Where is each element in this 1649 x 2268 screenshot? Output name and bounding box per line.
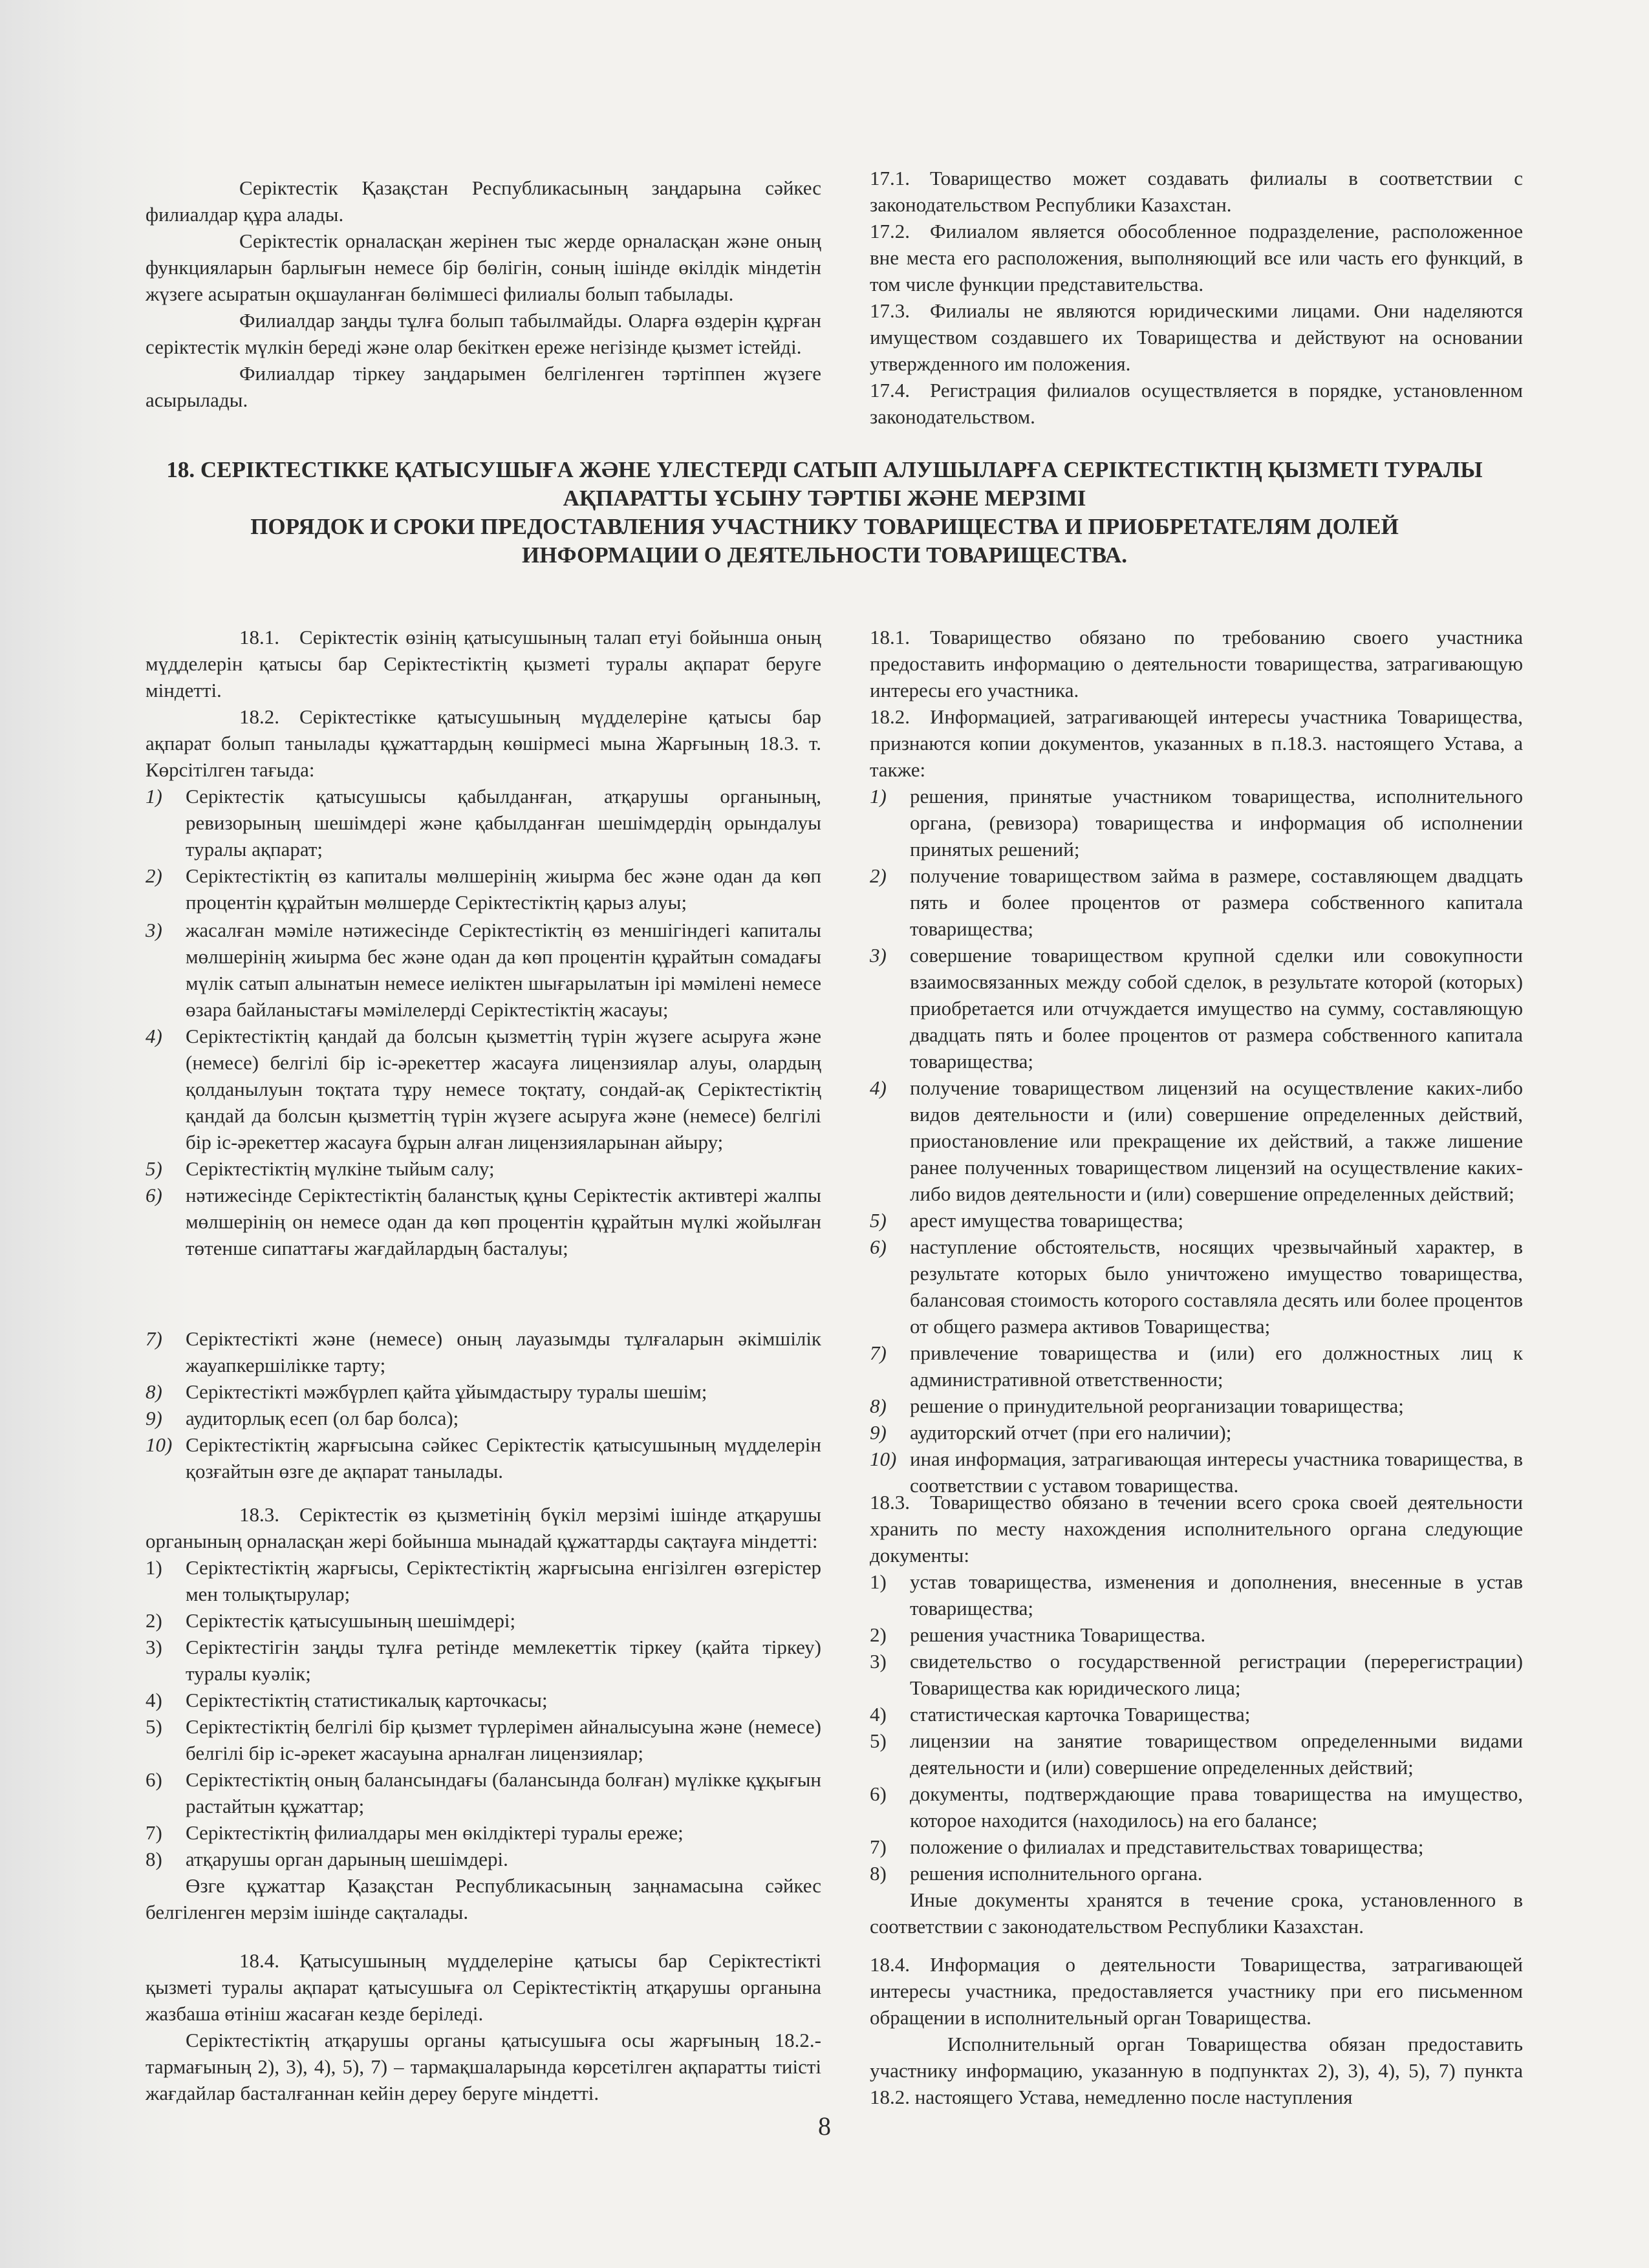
list-item: [146, 917, 821, 1023]
kz-17-1: Серіктестік Қазақстан Республикасының заңдарына сәйкес филиалдар құра алады.: [146, 177, 821, 226]
item-text: Серіктестіктің статистикалық карточкасы;: [186, 1689, 548, 1711]
item-text: свидетельство о государственной регистрации (перерегистрации) Товарищества как юридического лица;: [910, 1650, 1523, 1699]
ru-18-3: 18.3. Товарищество обязано в течении всего срока своей деятельности хранить по месту нахождения исполнительного органа следующие документы:: [870, 1491, 1523, 1567]
heading-kz-line1: 18. СЕРІКТЕСТІККЕ ҚАТЫСУШЫҒА ЖӘНЕ ҮЛЕСТЕРДІ САТЫП АЛУШЫЛАРҒА СЕРІКТЕСТІКТІҢ ҚЫЗМЕТІ ТУРАЛЫ: [166, 457, 1483, 482]
item-number: 2): [146, 1609, 162, 1632]
item-number: 4): [870, 1076, 887, 1099]
item-text: аудиторлық есеп (ол бар болса);: [186, 1407, 459, 1429]
list-item: [870, 1419, 1523, 1446]
list-item: [146, 1766, 821, 1819]
list-item: [146, 1687, 821, 1713]
item-text: Серіктестіктің филиалдары мен өкілдіктері туралы ереже;: [186, 1821, 684, 1844]
kz-18-1-2-block: [146, 624, 821, 915]
list-item: [870, 1701, 1523, 1728]
kz-18-2-items-7-10: [146, 1325, 821, 1484]
item-number: 7): [146, 1821, 162, 1844]
heading-ru-line1: ПОРЯДОК И СРОКИ ПРЕДОСТАВЛЕНИЯ УЧАСТНИКУ ТОВАРИЩЕСТВА И ПРИОБРЕТАТЕЛЯМ ДОЛЕЙ: [250, 514, 1399, 539]
list-item: [146, 1554, 821, 1607]
item-number: 9): [870, 1421, 887, 1444]
list-item: [146, 1819, 821, 1846]
list-item: [870, 1234, 1523, 1340]
item-text: лицензии на занятие товариществом определенными видами деятельности и (или) совершение определенных действий;: [910, 1729, 1523, 1779]
kz-18-1: 18.1. Серіктестік өзінің қатысушының талап етуі бойынша оның мүдделерін қатысы бар Серіктестіктің қызметі туралы ақпарат беруге міндетті.: [146, 626, 821, 701]
item-text: Серіктестіктің қандай да болсын қызметтің түрін жүзеге асыруға және (немесе) белгілі бір іс-әрекеттер жасауға лицензиялар алуы, олардың қолданылуын тоқтата тұру немесе тоқтату, сондай-ақ Серіктестіктің қандай да болсын қызметтің түрін жүзеге асыруға және (немесе) белгілі бір іс-әрекеттер жасауға бұрын алған лицензияларынан айыру;: [186, 1025, 821, 1153]
item-text: положение о филиалах и представительствах товарищества;: [910, 1835, 1424, 1858]
item-text: Серіктестік қатысушысы қабылданған, атқарушы органының, ревизорының шешімдері және қабылданған шешімдердің орындалуы туралы ақпарат;: [186, 785, 821, 861]
item-number: 3): [146, 1636, 162, 1658]
ru-17-3: 17.3. Филиалы не являются юридическими лицами. Они наделяются имуществом создавшего их Товарищества и действуют на основании утвержденного им положения.: [870, 299, 1523, 375]
item-text: Серіктестіктің белгілі бір қызмет түрлерімен айналысуына және (немесе) белгілі бір іс-әрекет жасауына арналған лицензиялар;: [186, 1715, 821, 1764]
item-number: 6): [870, 1782, 887, 1805]
item-text: Серіктестікті және (немесе) оның лауазымды тұлғаларын әкімшілік жауапкершілікке тарту;: [186, 1327, 821, 1376]
item-number: 6): [870, 1236, 887, 1258]
list-item: [870, 1340, 1523, 1393]
ru-18-4-2: Исполнительный орган Товарищества обязан предоставить участнику информацию, указанную в подпунктах 2), 3), 4), 5), 7) пункта 18.2. настоящего Устава, немедленно после наступления: [870, 2033, 1523, 2108]
item-text: Серіктестікті мәжбүрлеп қайта ұйымдастыру туралы шешім;: [186, 1380, 707, 1403]
item-text: Серіктестіктің жарғысы, Серіктестіктің жарғысына енгізілген өзгерістер мен толықтырулар;: [186, 1556, 821, 1605]
item-number: 6): [146, 1184, 162, 1206]
item-number: 2): [870, 1623, 887, 1646]
item-number: 5): [870, 1729, 887, 1752]
list-item: [870, 1781, 1523, 1834]
item-number: 7): [870, 1835, 887, 1858]
ru-18-3-block: [870, 1489, 1523, 1940]
item-number: 9): [146, 1407, 162, 1429]
kz-section-17: [146, 175, 821, 413]
item-text: получение товариществом займа в размере, составляющем двадцать пять и более процентов от размера собственного капитала товарищества;: [910, 864, 1523, 940]
heading-ru-line2: ИНФОРМАЦИИ О ДЕЯТЕЛЬНОСТИ ТОВАРИЩЕСТВА.: [522, 542, 1127, 568]
list-item: [870, 1207, 1523, 1234]
ru-17-1: 17.1. Товарищество может создавать филиалы в соответствии с законодательством Республики Казахстан.: [870, 167, 1523, 216]
item-text: устав товарищества, изменения и дополнения, внесенные в устав товарищества;: [910, 1570, 1523, 1620]
item-number: 1): [146, 1556, 162, 1579]
item-text: получение товариществом лицензий на осуществление каких-либо видов деятельности и (или) совершение определенных действий, приостановление или прекращение их действий, а также лишение ранее полученных товариществом лицензий на осуществление каких-либо видов деятельности и (или) совершение определенных действий;: [910, 1076, 1523, 1205]
item-number: 5): [870, 1209, 887, 1232]
item-number: 2): [146, 864, 162, 887]
item-number: 10): [870, 1448, 897, 1470]
item-text: решение о принудительной реорганизации товарищества;: [910, 1395, 1404, 1417]
list-item: [146, 1713, 821, 1766]
list-item: [146, 1846, 821, 1872]
ru-18-4: 18.4. Информация о деятельности Товарищества, затрагивающей интересы участника, предоставляется участнику при его письменном обращении в исполнительный орган Товарищества.: [870, 1953, 1523, 2029]
kz-17-2: Серіктестік орналасқан жерінен тыс жерде орналасқан және оның функцияларын барлығын немесе бір бөлігін, соның ішінде өкілдік міндетін жүзеге асыратын оқшауланған бөлімшесі филиалы болып табылады.: [146, 230, 821, 305]
item-number: 3): [146, 919, 162, 941]
item-number: 8): [146, 1848, 162, 1870]
item-text: Серіктестік қатысушының шешімдері;: [186, 1609, 516, 1632]
ru-17-4: 17.4. Регистрация филиалов осуществляется в порядке, установленном законодательством.: [870, 379, 1523, 428]
kz-18-4-block: [146, 1947, 821, 2106]
kz-18-4-2: Серіктестіктің атқарушы органы қатысушыға осы жарғының 18.2.- тармағының 2), 3), 4), 5), 7) – тармақшаларында көрсетілген ақпаратты тиісті жағдайлар басталғаннан кейін дереу беруге міндетті.: [146, 2029, 821, 2104]
item-text: Серіктестіктің жарғысына сәйкес Серіктестік қатысушының мүдделерін қозғайтын өзге де ақпарат танылады.: [186, 1433, 821, 1482]
item-text: документы, подтверждающие права товарищества на имущество, которое находится (находилось) на его балансе;: [910, 1782, 1523, 1832]
list-item: [146, 1431, 821, 1484]
item-text: арест имущества товарищества;: [910, 1209, 1184, 1232]
item-number: 7): [146, 1327, 162, 1350]
item-number: 7): [870, 1342, 887, 1364]
list-item: [870, 1568, 1523, 1621]
item-number: 1): [146, 785, 162, 808]
item-number: 3): [870, 944, 887, 967]
list-item: [870, 783, 1523, 862]
item-number: 4): [146, 1689, 162, 1711]
kz-17-3: Филиалдар заңды тұлға болып табылмайды. Оларға өздерін құрған серіктестік мүлкін береді және олар бекіткен ереже негізінде қызмет істейді.: [146, 309, 821, 358]
list-item: [146, 1405, 821, 1431]
list-item: [146, 1378, 821, 1405]
list-item: [870, 1860, 1523, 1887]
item-text: нәтижесінде Серіктестіктің баланстық құны Серіктестік активтері жалпы мөлшерінің он немесе одан да көп процентін құрайтын мүлкі жойылған төтенше сипаттағы жағдайлардың басталуы;: [186, 1184, 821, 1259]
item-text: решения участника Товарищества.: [910, 1623, 1206, 1646]
ru-18-1-2-block: [870, 624, 1523, 1499]
ru-18-3-after: Иные документы хранятся в течение срока, установленного в соответствии с законодательством Республики Казахстан.: [870, 1888, 1523, 1938]
item-text: привлечение товарищества и (или) его должностных лиц к административной ответственности;: [910, 1342, 1523, 1391]
list-item: [146, 1182, 821, 1261]
item-text: решения, принятые участником товарищества, исполнительного органа, (ревизора) товарищества и информация об исполнении принятых решений;: [910, 785, 1523, 861]
ru-section-17: [870, 165, 1523, 430]
ru-18-2: 18.2. Информацией, затрагивающей интересы участника Товарищества, признаются копии документов, указанных в п.18.3. настоящего Устава, а также:: [870, 705, 1523, 781]
list-item: [870, 1648, 1523, 1701]
list-item: [146, 1155, 821, 1182]
item-text: наступление обстоятельств, носящих чрезвычайный характер, в результате которых было уничтожено имущество товарищества, балансовая стоимость которого составляла десять или более процентов от общего размера активов Товарищества;: [910, 1236, 1523, 1338]
kz-18-2-items-3-6: [146, 917, 821, 1261]
item-text: Серіктестіктің мүлкіне тыйым салу;: [186, 1157, 495, 1180]
item-number: 3): [870, 1650, 887, 1673]
kz-18-3: 18.3. Серіктестік өз қызметінің бүкіл мерзімі ішінде атқарушы органының орналасқан жері бойынша мынадай құжаттарды сақтауға міндетті:: [146, 1503, 821, 1552]
item-number: 1): [870, 785, 887, 808]
kz-18-4: 18.4. Қатысушының мүдделеріне қатысы бар Серіктестікті қызметі туралы ақпарат қатысушыға ол Серіктестіктің атқарушы органына жазбаша өтініш жасаған кезде беріледі.: [146, 1949, 821, 2025]
item-text: иная информация, затрагивающая интересы участника товарищества, в соответствии с уставом товарищества.: [910, 1448, 1523, 1497]
list-item: [870, 1075, 1523, 1207]
list-item: [146, 862, 821, 915]
kz-18-3-block: [146, 1501, 821, 1925]
list-item: [870, 1621, 1523, 1648]
item-text: Серіктестігін заңды тұлға ретінде мемлекеттік тіркеу (қайта тіркеу) туралы куәлік;: [186, 1636, 821, 1685]
item-number: 8): [870, 1862, 887, 1885]
item-text: решения исполнительного органа.: [910, 1862, 1203, 1885]
item-text: Серіктестіктің өз капиталы мөлшерінің жиырма бес және одан да көп процентін құрайтын мөлшерде Серіктестіктің қарыз алуы;: [186, 864, 821, 914]
kz-18-3-after: Өзге құжаттар Қазақстан Республикасының заңнамасына сәйкес белгіленген мерзім ішінде сақталады.: [146, 1874, 821, 1923]
section-18-heading: [129, 456, 1520, 570]
page-number: 8: [818, 2112, 831, 2141]
ru-18-4-block: [870, 1951, 1523, 2110]
item-text: атқарушы орган дарының шешімдері.: [186, 1848, 508, 1870]
item-number: 4): [146, 1025, 162, 1047]
item-number: 6): [146, 1768, 162, 1791]
kz-17-4: Филиалдар тіркеу заңдарымен белгіленген тәртіппен жүзеге асырылады.: [146, 362, 821, 411]
kz-18-2: 18.2. Серіктестікке қатысушының мүдделеріне қатысы бар ақпарат болып танылады құжаттардың көшірмесі мына Жарғының 18.3. т. Көрсітілген тағыда:: [146, 705, 821, 781]
list-item: [146, 1023, 821, 1155]
item-text: жасалған мәміле нәтижесінде Серіктестіктің өз меншігіндегі капиталы мөлшерінің жиырма бес және одан да көп процентін құрайтын сомадағы мүлік сатып алынатын немесе иеліктен шығарылатын ірі мәмілені немесе өзара байланыстағы мәмілелерді Серіктестіктің жасауы;: [186, 919, 821, 1021]
item-text: совершение товариществом крупной сделки или совокупности взаимосвязанных между собой сделок, в результате которой (которых) приобретается или отчуждается имущество на сумму, составляющую двадцать пять и более процентов от размера собственного капитала товарищества;: [910, 944, 1523, 1073]
list-item: [870, 942, 1523, 1075]
item-number: 8): [870, 1395, 887, 1417]
ru-17-2: 17.2. Филиалом является обособленное подразделение, расположенное вне места его расположения, выполняющий все или часть его функций, в том числе функции представительства.: [870, 220, 1523, 295]
item-number: 8): [146, 1380, 162, 1403]
list-item: [146, 1634, 821, 1687]
item-text: аудиторский отчет (при его наличии);: [910, 1421, 1232, 1444]
ru-18-1: 18.1. Товарищество обязано по требованию своего участника предоставить информацию о деятельности товарищества, затрагивающую интересы его участника.: [870, 626, 1523, 701]
list-item: [870, 1834, 1523, 1860]
list-item: [146, 1607, 821, 1634]
item-number: 5): [146, 1715, 162, 1738]
list-item: [870, 1393, 1523, 1419]
item-text: Серіктестіктің оның балансындағы (балансында болған) мүлікке құқығын растайтын құжаттар;: [186, 1768, 821, 1817]
item-number: 2): [870, 864, 887, 887]
list-item: [146, 783, 821, 862]
item-text: статистическая карточка Товарищества;: [910, 1703, 1251, 1726]
item-number: 5): [146, 1157, 162, 1180]
item-number: 1): [870, 1570, 887, 1593]
heading-kz-line2: АҚПАРАТТЫ ҰСЫНУ ТӘРТІБІ ЖӘНЕ МЕРЗІМІ: [563, 486, 1086, 511]
list-item: [870, 1728, 1523, 1781]
item-number: 4): [870, 1703, 887, 1726]
list-item: [146, 1325, 821, 1378]
item-number: 10): [146, 1433, 173, 1456]
list-item: [870, 862, 1523, 942]
